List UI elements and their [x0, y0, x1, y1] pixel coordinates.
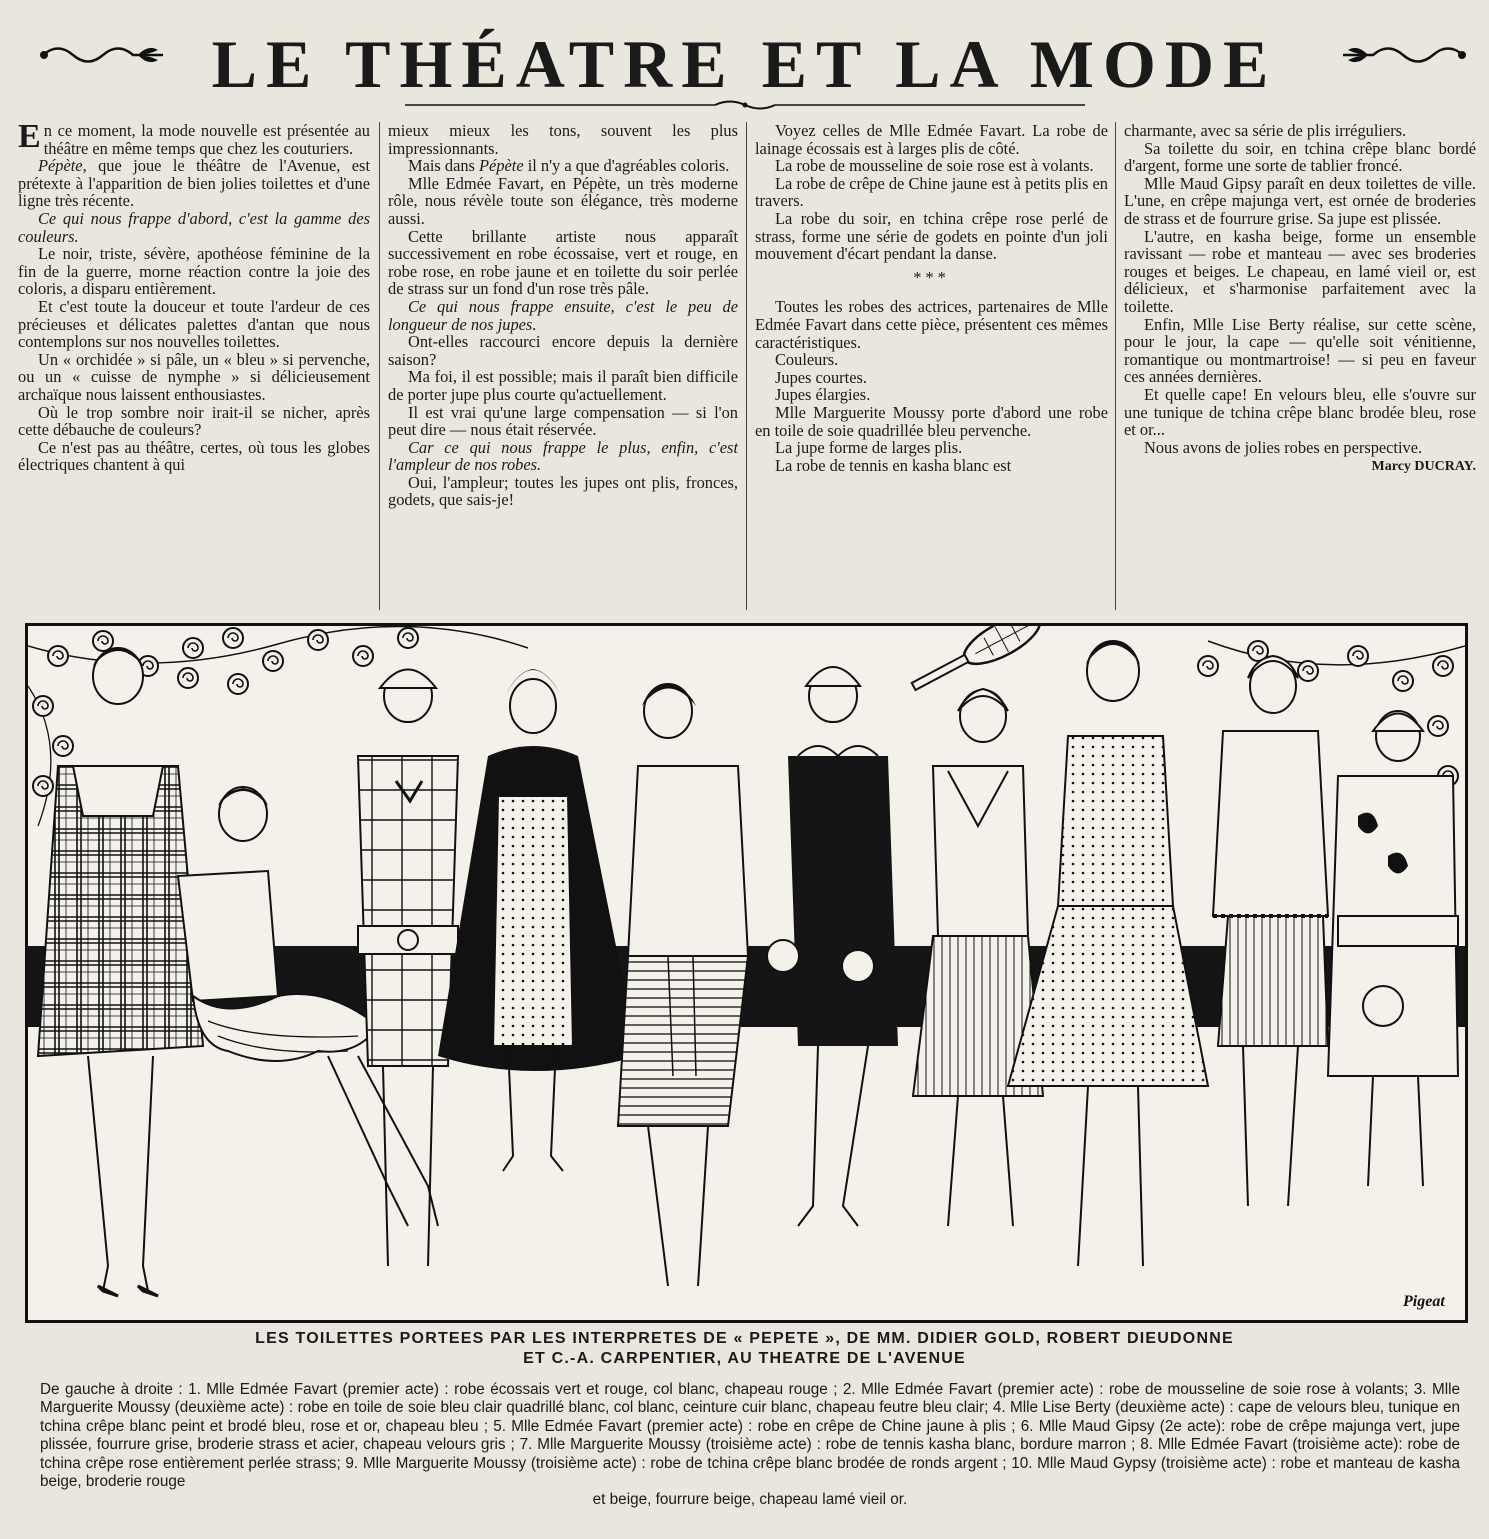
paragraph: Et c'est toute la douceur et toute l'ardeur de ces précieuses et délicates palettes d'antan que nous contemplons sur nos nouvelles toilettes.: [18, 296, 370, 352]
paragraph-italic: [388, 298, 738, 333]
paragraph: Toutes les robes des actrices, partenaires de Mlle Edmée Favart dans cette pièce, présentent ces mêmes caractéristiques.: [755, 297, 1108, 352]
title-underline-ornament: [405, 98, 1085, 112]
paragraph: mieux mieux les tons, souvent les plus impressionnants.: [388, 122, 738, 158]
article-body: [18, 122, 1476, 612]
paragraph-italic: [18, 210, 370, 245]
paragraph: Nous avons de jolies robes en perspective.: [1144, 437, 1423, 457]
paragraph: Sa toilette du soir, en tchina crêpe blanc bordé d'argent, forme une sorte de tablier froncé.: [1124, 138, 1476, 176]
paragraph: Ma foi, il est possible; mais il paraît bien difficile de porter jupe plus courte qu'actuellement.: [388, 367, 738, 404]
paragraph: Cette brillante artiste nous apparaît successivement en robe écossaise, vert et rouge, en robe rose, en robe jaune et en toilette du soir perlée de strass sur un fond d'un rose très pâle.: [388, 226, 738, 299]
article-column-3: [755, 122, 1108, 610]
caption-body-last-line: et beige, fourrure beige, chapeau lamé vieil or.: [592, 1491, 908, 1509]
paragraph: Enfin, Mlle Lise Berty réalise, sur cette scène, pour le jour, la cape — qu'elle soit vénitienne, romantique ou montmartroise! — si peu en faveur ces années dernières.: [1124, 314, 1476, 387]
paragraph: [18, 157, 370, 210]
paragraph: La robe de mousseline de soie rose est à volants.: [775, 156, 1094, 176]
paragraph: Et quelle cape! En velours bleu, elle s'ouvre sur une tunique de tchina crêpe blanc brodée bleu, rose et or...: [1124, 384, 1476, 440]
paragraph: Jupes courtes.: [775, 367, 867, 387]
paragraph-text: Ce qui nous frappe d'abord, c'est la gamme des couleurs.: [18, 208, 370, 246]
figure-6-majunga-fur-dress: [767, 667, 898, 1226]
paragraph: Jupes élargies.: [775, 385, 871, 405]
illustration-caption-body: [40, 1381, 1460, 1510]
paragraph: [18, 122, 370, 157]
paragraph: [388, 157, 738, 175]
paragraph: Ce n'est pas au théâtre, certes, où tous les globes électriques chantent à qui: [18, 437, 370, 475]
paragraph: Un « orchidée » si pâle, un « bleu » si pervenche, ou un « cuisse de nymphe » si délicieusement archaïque nous laissent enthousiastes.: [18, 349, 370, 404]
caption-body-text: De gauche à droite : 1. Mlle Edmée Favart (premier acte) : robe écossais vert et rouge, col blanc, chapeau rouge ; 2. Mlle Edmée Favart (premier acte) : robe de mousseline de soie rose à volants; 3. Mlle Marguerite Moussy (deuxième acte) : robe en toile de soie bleu clair quadrillé blanc, col blanc, ceinture cuir blanc, chapeau feutre bleu clair; 4. Mlle Lise Berty (deuxième acte) : cape de velours bleu, tunique en tchina crêpe blanc peint et brodé bleu, rose et or, chapeau bleu ; 5. Mlle Edmée Favart (premier acte) : robe en crêpe de Chine jaune à plis ; 6. Mlle Maud Gipsy (2e acte): robe de crêpe majunga vert, jupe plissée, fourrure grise, broderie strass et acier, chapeau velours gris ; 7. Mlle Marguerite Moussy (troisième acte) : robe de tennis kasha blanc, bordure marron ; 8. Mlle Edmée Favart (troisième acte): robe de tchina crêpe rose entièrement perlée strass; 9. Mlle Marguerite Moussy (troisième acte) : robe de tchina crêpe blanc brodée de ronds argent ; 10. Mlle Maud Gypsy (troisième acte) : robe et manteau de kasha beige, broderie rouge: [40, 1381, 1460, 1491]
paragraph-text: Car ce qui nous frappe le plus, enfin, c'est l'ampleur de nos robes.: [388, 437, 738, 475]
paragraph-text: n ce moment, la mode nouvelle est présentée au théâtre en même temps que chez les couturiers.: [43, 122, 370, 158]
figure-9-embroidered-dress: [1213, 656, 1328, 1206]
play-title: Pépète: [479, 156, 524, 176]
masthead: [0, 18, 1489, 113]
play-title: Pépète: [38, 156, 83, 176]
illustration-caption-title: [0, 1329, 1489, 1369]
caption-title-line-2: ET C.-A. CARPENTIER, AU THEATRE DE L'AVENUE: [523, 1350, 966, 1367]
author-signature: Marcy DUCRAY.: [1371, 459, 1476, 475]
paragraph: Il est vrai qu'une large compensation — si l'on peut dire — nous était réservée.: [388, 402, 738, 440]
paragraph: La jupe forme de larges plis.: [775, 438, 963, 458]
paragraph: Mlle Marguerite Moussy porte d'abord une robe en toile de soie quadrillée bleu pervenche.: [755, 402, 1108, 440]
paragraph: Ont-elles raccourci encore depuis la dernière saison?: [388, 332, 738, 369]
paragraph: Mlle Edmée Favart, en Pépète, un très moderne rôle, nous révèle toute son élégance, très moderne aussi.: [388, 173, 738, 228]
column-divider: [746, 122, 747, 610]
figure-3-check-dress-cloche: [358, 670, 458, 1267]
right-flourish-ornament: [1338, 40, 1468, 70]
tennis-racket: [906, 626, 1046, 701]
paragraph: Oui, l'ampleur; toutes les jupes ont plis, fronces, godets, que sais-je!: [388, 472, 738, 510]
fashion-illustration: [25, 623, 1468, 1323]
paragraph: L'autre, en kasha beige, forme un ensemble ravissant — robe et manteau — avec ses broderies rouges et beiges. Le chapeau, en lamé vieil or, est délicieux, et s'harmonise parfaitement avec la toilette.: [1124, 226, 1476, 316]
article-title: LE THÉATRE ET LA MODE: [211, 26, 1278, 102]
column-divider: [379, 122, 380, 610]
paragraph: Mlle Maud Gipsy paraît en deux toilettes de ville. L'une, en crêpe majunga vert, est ornée de broderies de strass et de fourrure grise. Sa jupe est plissée.: [1124, 173, 1476, 228]
paragraph-text: , que joue le théâtre de l'Avenue, est prétexte à l'apparition de bien jolies toilettes et d'une ligne très récente.: [18, 156, 370, 211]
article-column-1: [18, 122, 370, 610]
artist-signature: Pigeat: [1403, 1293, 1445, 1310]
paragraph: La robe de crêpe de Chine jaune est à petits plis en travers.: [755, 173, 1108, 211]
article-column-2: [388, 122, 738, 610]
paragraph-text: Ce qui nous frappe ensuite, c'est le peu de longueur de nos jupes.: [388, 296, 738, 334]
drop-cap: E: [18, 122, 41, 155]
paragraph-text: il n'y a que d'agréables coloris.: [523, 156, 730, 176]
figure-10-kasha-coat-ensemble: [1328, 711, 1458, 1186]
paragraph: Voyez celles de Mlle Edmée Favart. La robe de lainage écossais est à larges plis de côté.: [755, 122, 1108, 158]
column-divider: [1115, 122, 1116, 610]
paragraph: Le noir, triste, sévère, apothéose féminine de la fin de la guerre, morne réaction contre la joie des coloris, a disparu entièrement.: [18, 244, 370, 299]
figure-4-velvet-cape: [438, 669, 638, 1171]
fashion-plate-drawing: [28, 626, 1465, 1320]
paragraph: Couleurs.: [775, 350, 839, 370]
paragraph: Où le trop sombre noir irait-il se nicher, après cette débauche de couleurs?: [18, 402, 370, 440]
paragraph-text: Mais dans: [408, 156, 480, 176]
section-break-stars: ***: [913, 267, 950, 287]
paragraph-italic: [388, 439, 738, 474]
caption-title-line-1: LES TOILETTES PORTEES PAR LES INTERPRETES DE « PEPETE », DE MM. DIDIER GOLD, ROBERT DIEUDONNE: [255, 1330, 1234, 1347]
paragraph: La robe du soir, en tchina crêpe rose perlé de strass, forme une série de godets en pointe d'un joli mouvement d'écart pendant la danse.: [755, 208, 1108, 264]
figure-7-tennis-dress: [913, 689, 1043, 1226]
article-column-4: [1124, 122, 1476, 610]
figure-5-crepe-de-chine-dress: [618, 684, 748, 1286]
paragraph: charmante, avec sa série de plis irréguliers.: [1124, 122, 1407, 140]
paragraph: La robe de tennis en kasha blanc est: [775, 455, 1012, 475]
